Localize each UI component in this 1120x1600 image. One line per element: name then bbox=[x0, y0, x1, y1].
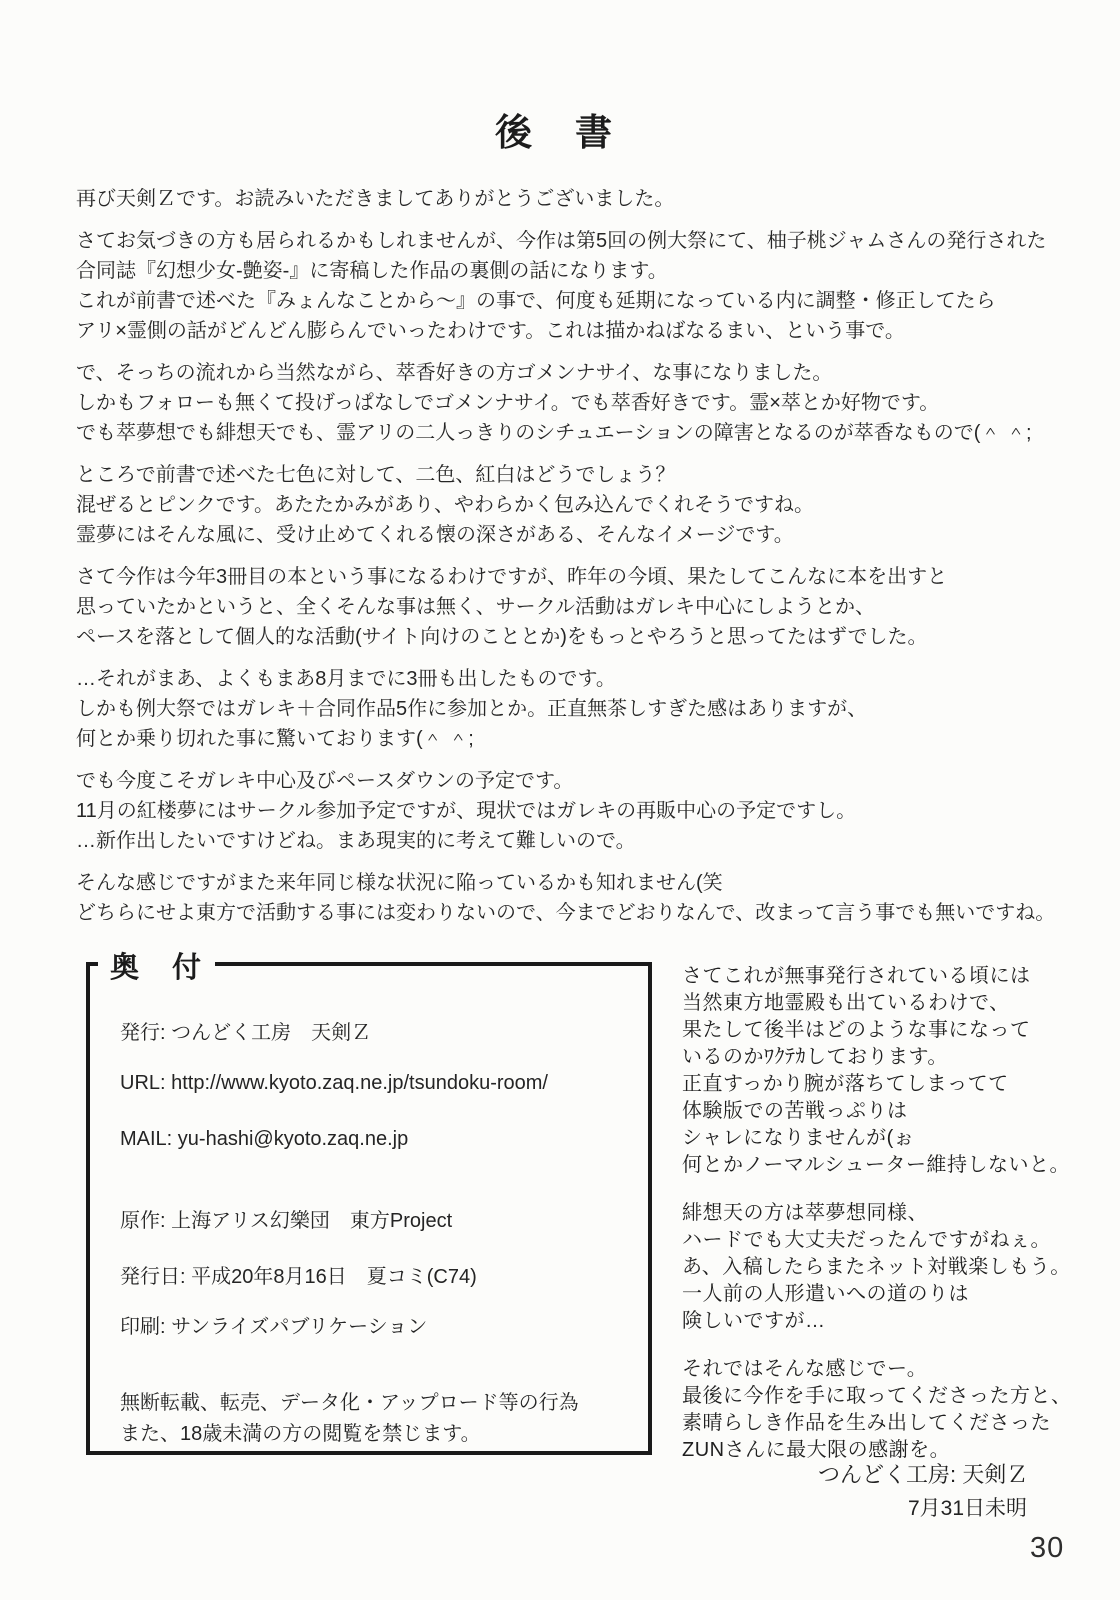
afterword-line: ところで前書で述べた七色に対して、二色、紅白はどうでしょう？ bbox=[76, 464, 676, 486]
afterword-line: でも萃夢想でも緋想天でも、霊アリの二人っきりのシチュエーションの障害となるのが萃香なもので(＾ ＾; bbox=[76, 422, 1032, 444]
side-line: 険しいですが… bbox=[682, 1310, 826, 1332]
afterword-line: さてお気づきの方も居られるかもしれませんが、今作は第5回の例大祭にて、柚子桃ジャムさんの発行された bbox=[76, 230, 1047, 252]
side-line: 正直すっかり腕が落ちてしまってて bbox=[682, 1073, 1009, 1095]
afterword-body bbox=[76, 184, 1076, 940]
colophon-row-mail: MAIL: yu-hashi@kyoto.zaq.ne.jp bbox=[120, 1128, 409, 1150]
side-line: それではそんな感じでー。 bbox=[682, 1358, 928, 1380]
colophon-row-publisher: 発行: つんどく工房 天剣Ｚ bbox=[120, 1022, 372, 1044]
afterword-line: で、そっちの流れから当然ながら、萃香好きの方ゴメンナサイ、な事になりました。 bbox=[76, 362, 833, 384]
side-line: さてこれが無事発行されている頃には bbox=[682, 965, 1031, 987]
afterword-line: …新作出したいですけどね。まあ現実的に考えて難しいので。 bbox=[76, 830, 636, 852]
colophon-row-original: 原作: 上海アリス幻樂団 東方Project bbox=[120, 1210, 453, 1232]
afterword-line: 合同誌『幻想少女-艶姿-』に寄稿した作品の裏側の話になります。 bbox=[76, 260, 668, 282]
afterword-line: どちらにせよ東方で活動する事には変わりないので、今までどおりなんで、改まって言う事でも無いですね。 bbox=[76, 902, 1056, 924]
afterword-line: これが前書で述べた『みょんなことから～』の事で、何度も延期になっている内に調整・修正してたら bbox=[76, 290, 996, 312]
side-line: 素晴らしき作品を生み出してくださった bbox=[682, 1412, 1051, 1434]
side-line: 何とかノーマルシューター維持しないと。 bbox=[682, 1154, 1070, 1176]
colophon-notice bbox=[120, 1388, 579, 1450]
side-line: 当然東方地霊殿も出ているわけで、 bbox=[682, 992, 1010, 1014]
page-number: 30 bbox=[1030, 1532, 1065, 1564]
afterword-line: ペースを落として個人的な活動(サイト向けのこととか)をもっとやろうと思ってたはずでした。 bbox=[76, 626, 928, 648]
side-line: 一人前の人形遣いへの道のりは bbox=[682, 1283, 969, 1305]
side-line: シャレになりませんが(ぉ bbox=[682, 1127, 915, 1149]
afterword-line: アリ×霊側の話がどんどん膨らんでいったわけです。これは描かねばなるまい、という事で。 bbox=[76, 320, 905, 342]
signature-date: 7月31日未明 bbox=[908, 1497, 1028, 1520]
colophon-row-url: URL: http://www.kyoto.zaq.ne.jp/tsundoku-room/ bbox=[120, 1072, 548, 1094]
afterword-line: しかもフォローも無くて投げっぱなしでゴメンナサイ。でも萃香好きです。霊×萃とか好物です。 bbox=[76, 392, 940, 414]
side-line: あ、入稿したらまたネット対戦楽しもう。 bbox=[682, 1256, 1071, 1278]
side-line: 果たして後半はどのような事になって bbox=[682, 1019, 1031, 1041]
side-line: 最後に今作を手に取ってくださった方と、 bbox=[682, 1385, 1072, 1407]
afterword-line: 思っていたかというと、全くそんな事は無く、サークル活動はガレキ中心にしようとか、 bbox=[76, 596, 875, 618]
page-title: 後 書 bbox=[495, 112, 615, 153]
colophon-row-date: 発行日: 平成20年8月16日 夏コミ(C74) bbox=[120, 1266, 477, 1288]
afterword-line: 再び天剣Ｚです。お読みいただきましてありがとうございました。 bbox=[76, 188, 675, 210]
afterword-line: 何とか乗り切れた事に驚いております(＾ ＾; bbox=[76, 728, 474, 750]
afterword-line: そんな感じですがまた来年同じ様な状況に陥っているかも知れません(笑 bbox=[76, 872, 723, 894]
colophon-label: 奥 付 bbox=[98, 945, 215, 986]
afterword-line: 霊夢にはそんな風に、受け止めてくれる懐の深さがある、そんなイメージです。 bbox=[76, 524, 794, 546]
afterword-line: でも今度こそガレキ中心及びペースダウンの予定です。 bbox=[76, 770, 574, 792]
colophon-row-printer: 印刷: サンライズパブリケーション bbox=[120, 1316, 428, 1338]
side-column bbox=[682, 942, 1072, 1485]
afterword-line: 混ぜるとピンクです。あたたかみがあり、やわらかく包み込んでくれそうですね。 bbox=[76, 494, 814, 516]
side-line: 緋想天の方は萃夢想同様、 bbox=[682, 1202, 928, 1224]
afterword-line: …それがまあ、よくもまあ8月までに3冊も出したものです。 bbox=[76, 668, 616, 690]
colophon-notice-line: 無断転載、転売、データ化・アップロード等の行為 bbox=[120, 1392, 579, 1414]
side-line: いるのかﾜｸﾃｶしております。 bbox=[682, 1046, 948, 1068]
side-line: ハードでも大丈夫だったんですがねぇ。 bbox=[682, 1229, 1051, 1251]
afterword-line: 11月の紅楼夢にはサークル参加予定ですが、現状ではガレキの再販中心の予定ですし。 bbox=[76, 800, 857, 822]
afterword-line: さて今作は今年3冊目の本という事になるわけですが、昨年の今頃、果たしてこんなに本を出すと bbox=[76, 566, 948, 588]
side-line: ZUNさんに最大限の感謝を。 bbox=[682, 1439, 951, 1461]
afterword-paragraph bbox=[76, 184, 1076, 214]
colophon-box bbox=[86, 952, 652, 1455]
signature-circle-name: つんどく工房: 天剣Ｚ bbox=[818, 1462, 1029, 1487]
side-line: 体験版での苦戦っぷりは bbox=[682, 1100, 908, 1122]
afterword-line: しかも例大祭ではガレキ＋合同作品5作に参加とか。正直無茶しすぎた感はありますが、 bbox=[76, 698, 868, 720]
colophon-notice-line: また、18歳未満の方の閲覧を禁じます。 bbox=[120, 1423, 481, 1445]
